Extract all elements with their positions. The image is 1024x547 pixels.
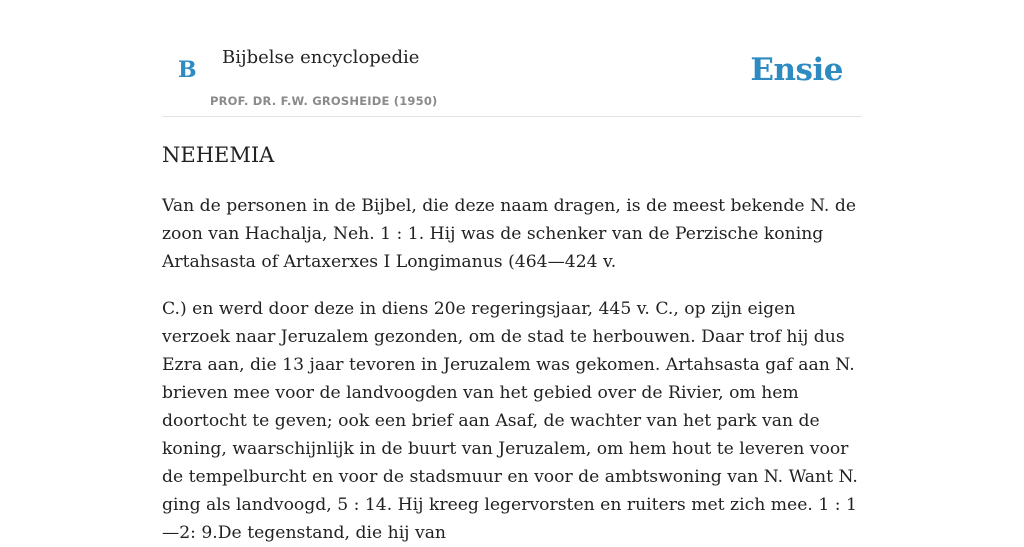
page-header xyxy=(162,0,862,117)
book-author: PROF. DR. F.W. GROSHEIDE (1950) xyxy=(210,94,438,108)
book-title-link[interactable]: Bijbelse encyclopedie xyxy=(222,47,420,68)
book-logo-link[interactable]: B xyxy=(178,57,197,83)
article-paragraph-2: C.) en werd door deze in diens 20e regeringsjaar, 445 v. C., op zijn eigen verzoek naar Jeruzalem gezonden, om de stad te herbouwen. Daar trof hij dus Ezra aan, die 13 jaar tevoren in Jeruzalem was gekomen. Artahsasta gaf aan N. brieven mee voor de landvoogden van het gebied over de Rivier, om hem doortocht te geven; ook een brief aan Asaf, de wachter van het park van de koning, waarschijnlijk in de buurt van Jeruzalem, om hem hout te leveren voor de tempelburcht en voor de stadsmuur en voor de ambtswoning van N. Want N. ging als landvoogd, 5 : 14. Hij kreeg legervorsten en ruiters met zich mee. 1 : 1—2: 9.De tegenstand, die hij van xyxy=(162,299,858,543)
ensie-logo-link[interactable]: Ensie xyxy=(750,52,843,88)
article xyxy=(162,138,862,547)
article-paragraph-1: Van de personen in de Bijbel, die deze naam dragen, is de meest bekende N. de zoon van Hachalja, Neh. 1 : 1. Hij was de schenker van de Perzische koning Artahsasta of Artaxerxes I Longimanus (464—424 v. xyxy=(162,196,857,272)
article-title: NEHEMIA xyxy=(162,143,275,167)
